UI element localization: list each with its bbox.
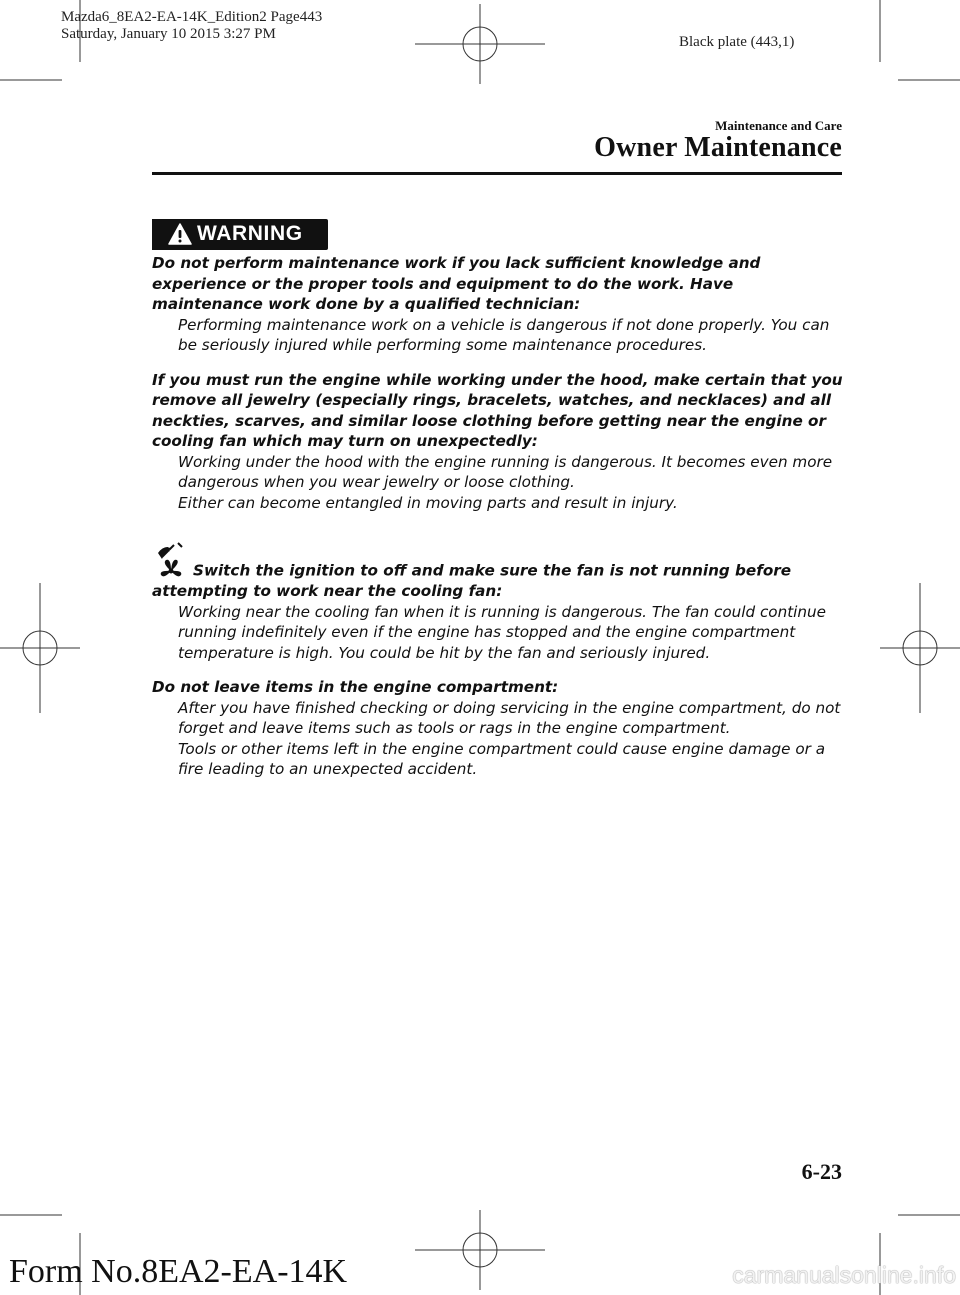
plate-label: Black plate (443,1) (679, 34, 795, 50)
block-heading: Do not perform maintenance work if you lack sufficient knowledge and experience or the proper tools and equipment to do the work. Have maintenance work done by a qualified technician: (152, 254, 761, 313)
block-text: Either can become entangled in moving parts and result in injury. (178, 493, 678, 512)
warning-block (152, 541, 847, 663)
page-number: 6-23 (801, 1159, 842, 1184)
section-label: Maintenance and Care (715, 118, 842, 133)
title-rule (152, 172, 842, 175)
print-meta-line1: Mazda6_8EA2-EA-14K_Edition2 Page443 (61, 9, 323, 25)
watermark: carmanualsonline.info (732, 1262, 956, 1288)
warning-content (152, 253, 847, 780)
block-text: Tools or other items left in the engine compartment could cause engine damage or a fire leading to an unexpected accident. (178, 739, 826, 778)
warning-block (152, 677, 847, 780)
block-heading (152, 541, 847, 602)
block-text: Working near the cooling fan when it is running is dangerous. The fan could continue running indefinitely even if the engine has stopped and the engine compartment temperature is high. You could be hit by the fan and seriously injured. (178, 602, 826, 662)
block-text: After you have finished checking or doing servicing in the engine compartment, do not forget and leave items such as tools or rags in the engine compartment. (178, 698, 841, 737)
block-heading: Do not leave items in the engine compartment: (152, 678, 559, 696)
form-number: Form No.8EA2-EA-14K (9, 1253, 348, 1290)
warning-badge (152, 219, 328, 250)
block-text: Performing maintenance work on a vehicle is dangerous if not done properly. You can be seriously injured while performing some maintenance procedures. (178, 315, 830, 354)
block-text: Working under the hood with the engine running is dangerous. It becomes even more dangerous when you wear jewelry or loose clothing. (178, 452, 833, 491)
print-meta-line2: Saturday, January 10 2015 3:27 PM (61, 26, 276, 42)
print-meta (61, 9, 322, 43)
block-heading: If you must run the engine while working under the hood, make certain that you remove all jewelry (especially rings, bracelets, watches, and necklaces) and all neckties, scarves, and similar loose clothing before getting near the engine or cooling fan which may turn on unexpectedly: (152, 370, 843, 450)
cooling-fan-caution-icon (152, 541, 190, 581)
warning-triangle-icon (168, 223, 192, 245)
warning-block (152, 253, 847, 356)
block-heading-text: Switch the ignition to off and make sure the fan is not running before attempting to work near the cooling fan: (152, 561, 792, 600)
warning-block (152, 370, 847, 514)
page-title: Owner Maintenance (594, 132, 842, 163)
warning-label: WARNING (197, 222, 303, 245)
